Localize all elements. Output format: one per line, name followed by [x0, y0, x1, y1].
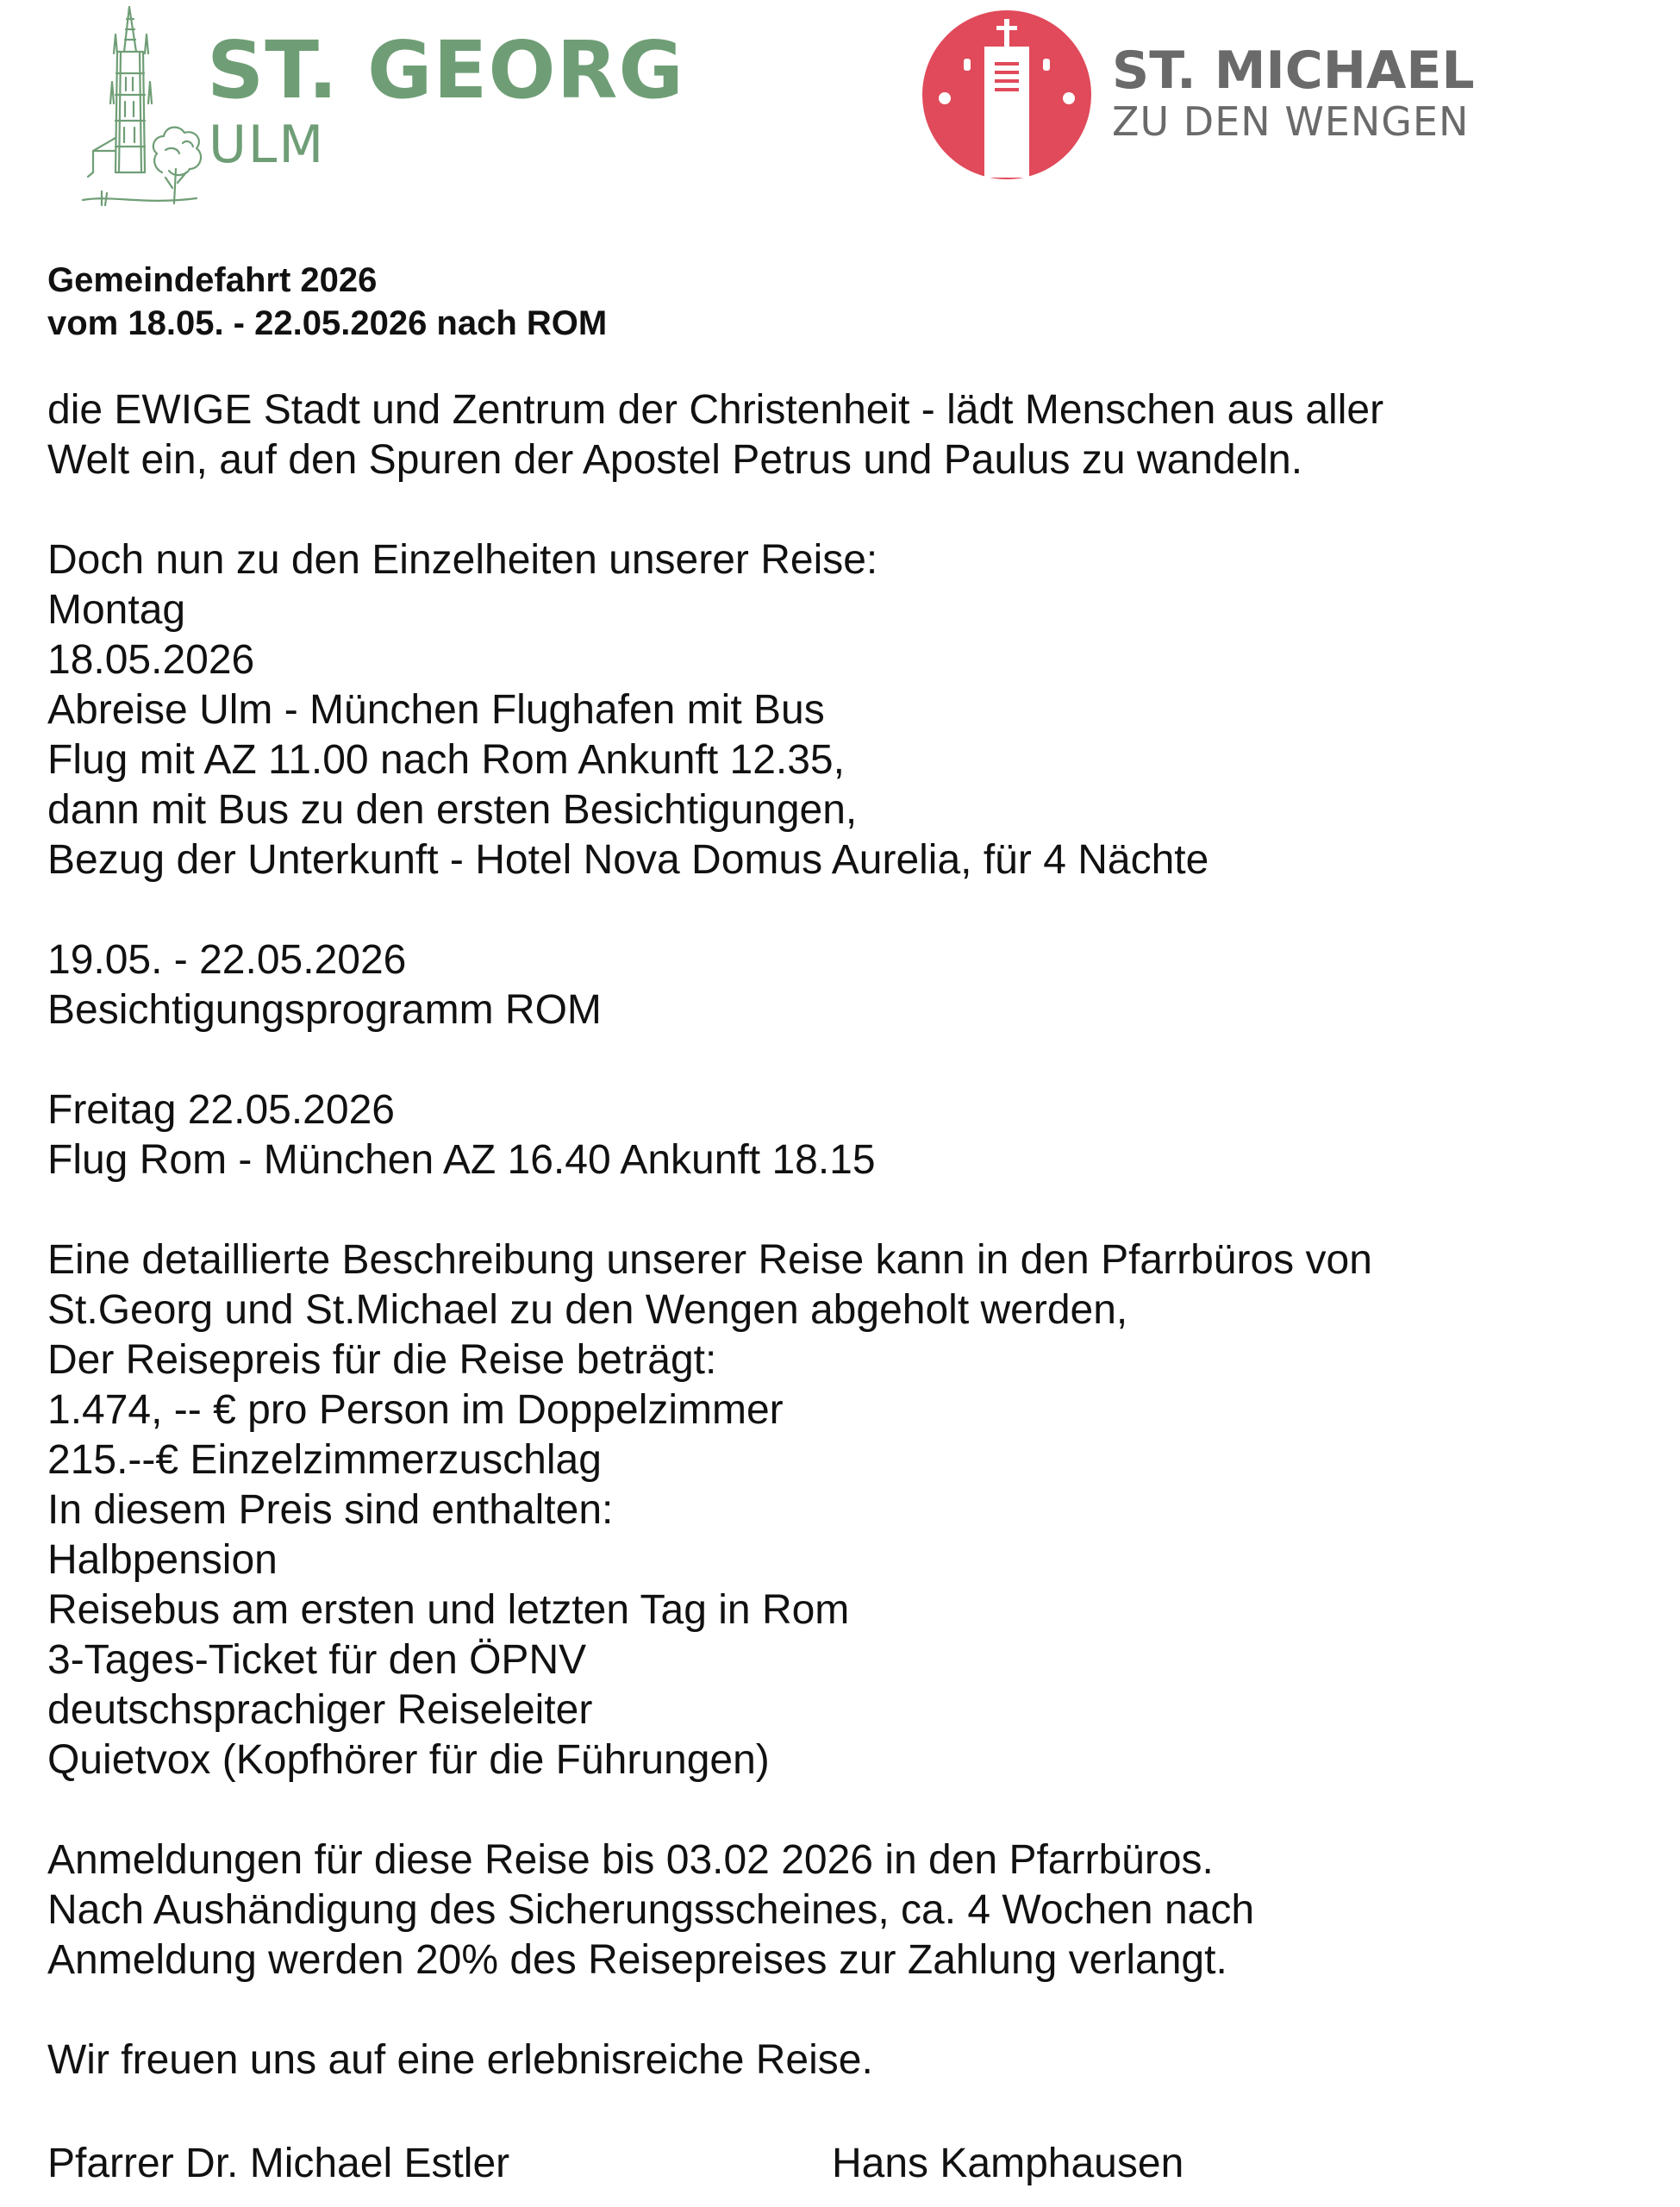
- intro-line: die EWIGE Stadt und Zentrum der Christenheit - lädt Menschen aus aller: [47, 387, 1384, 433]
- st-georg-title: ST. GEORG: [207, 24, 684, 116]
- church-seal-icon: [921, 9, 1093, 181]
- church-tower-icon: [76, 0, 205, 216]
- day1-line: Bezug der Unterkunft - Hotel Nova Domus Aurelia, für 4 Nächte: [47, 837, 1209, 883]
- st-michael-subtitle: ZU DEN WENGEN: [1112, 98, 1470, 145]
- rome-days-line: Besichtigungsprogramm ROM: [47, 987, 602, 1033]
- included-item: Reisebus am ersten und letzten Tag in Rom: [47, 1587, 850, 1633]
- signature-pastor: Pfarrer Dr. Michael Estler: [47, 2141, 510, 2186]
- st-georg-logo: [76, 0, 684, 216]
- included-item: Halbpension: [47, 1537, 278, 1583]
- heading-title: Gemeindefahrt 2026: [47, 261, 378, 299]
- itinerary-section: [47, 535, 1651, 1185]
- st-michael-title: ST. MICHAEL: [1112, 41, 1475, 101]
- return-day-line: Flug Rom - München AZ 16.40 Ankunft 18.15: [47, 1137, 876, 1183]
- details-line: In diesem Preis sind enthalten:: [47, 1487, 614, 1533]
- details-line: St.Georg und St.Michael zu den Wengen abgeholt werden,: [47, 1287, 1128, 1333]
- included-item: 3-Tages-Ticket für den ÖPNV: [47, 1637, 587, 1683]
- itinerary-lead: Doch nun zu den Einzelheiten unserer Reise:: [47, 537, 878, 583]
- registration-line: Anmeldung werden 20% des Reisepreises zur Zahlung verlangt.: [47, 1937, 1227, 1983]
- day1-line: dann mit Bus zu den ersten Besichtigungen,: [47, 787, 858, 833]
- signature-organizer: Hans Kamphausen: [832, 2141, 1184, 2186]
- letter-body: [47, 385, 1651, 2085]
- signature-block: [47, 2139, 1651, 2189]
- intro-paragraph: [47, 385, 1651, 485]
- day1-line: Montag: [47, 587, 186, 633]
- included-item: deutschsprachiger Reiseleiter: [47, 1687, 593, 1733]
- return-day-line: Freitag 22.05.2026: [47, 1087, 395, 1133]
- registration-line: Nach Aushändigung des Sicherungsscheines, ca. 4 Wochen nach: [47, 1887, 1255, 1933]
- price-double-room: 1.474, -- € pro Person im Doppelzimmer: [47, 1387, 784, 1433]
- closing-line: Wir freuen uns auf eine erlebnisreiche Reise.: [47, 2037, 873, 2083]
- day1-line: Abreise Ulm - München Flughafen mit Bus: [47, 687, 825, 733]
- details-section: [47, 1235, 1651, 1785]
- registration-line: Anmeldungen für diese Reise bis 03.02 2026 in den Pfarrbüros.: [47, 1837, 1214, 1883]
- included-item: Quietvox (Kopfhörer für die Führungen): [47, 1737, 770, 1783]
- details-line: Der Reisepreis für die Reise beträgt:: [47, 1337, 717, 1383]
- day1-line: 18.05.2026: [47, 637, 255, 683]
- trip-heading: [47, 259, 607, 345]
- price-single-supplement: 215.--€ Einzelzimmerzuschlag: [47, 1437, 602, 1483]
- details-line: Eine detaillierte Beschreibung unserer Reise kann in den Pfarrbüros von: [47, 1237, 1372, 1283]
- intro-line: Welt ein, auf den Spuren der Apostel Petrus und Paulus zu wandeln.: [47, 437, 1303, 483]
- registration-section: [47, 1835, 1651, 1985]
- st-michael-logo: [921, 9, 1627, 181]
- heading-dates: vom 18.05. - 22.05.2026 nach ROM: [47, 304, 608, 342]
- day1-line: Flug mit AZ 11.00 nach Rom Ankunft 12.35,: [47, 737, 845, 783]
- rome-days-line: 19.05. - 22.05.2026: [47, 937, 407, 983]
- st-georg-subtitle: ULM: [209, 115, 326, 175]
